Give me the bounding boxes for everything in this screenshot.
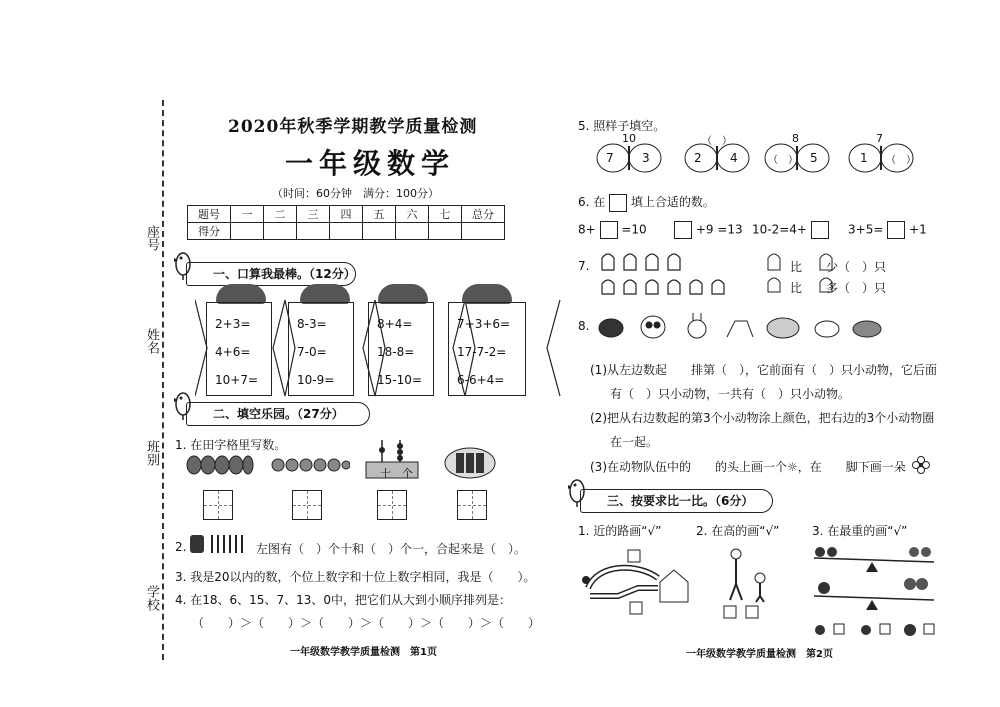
q8-number: 8.: [578, 319, 590, 333]
butterfly-top: 7: [876, 132, 883, 145]
answer-box[interactable]: [887, 221, 905, 239]
q7-line1: 比 少（ ）只: [790, 260, 887, 274]
q3-text: 3. 我是20以内的数，个位上数字和十位上数字相同，我是（ ）。: [175, 570, 536, 584]
side-label-class: 班别: [144, 440, 159, 466]
math-problem: 17-7-2=: [457, 345, 507, 359]
writing-grid-box[interactable]: [203, 490, 233, 520]
q8-line1: (1)从左边数起 排第（ ），它前面有（ ）只小动物，它后面: [590, 363, 938, 377]
cat-head-icon: [300, 284, 350, 304]
right-footer: 一年级数学教学质量检测 第2页: [686, 649, 833, 660]
s3-q2-text: 2. 在高的画“√”: [696, 524, 780, 538]
butterfly-top: （ ）: [702, 136, 732, 147]
s3-q1-text: 1. 近的路画“√”: [578, 524, 662, 538]
writing-grid-box[interactable]: [292, 490, 322, 520]
cat-head-icon: [462, 284, 512, 304]
section3-banner: 三、按要求比一比。（6分）: [580, 489, 773, 513]
math-card: [368, 302, 434, 396]
paths-house-icon: [578, 548, 690, 616]
flower-icon: [912, 456, 930, 474]
animal-queue-icon: [597, 313, 897, 341]
score-header-cell: 一: [231, 206, 264, 223]
bees-icon: [270, 452, 350, 478]
side-label-school: 学校: [144, 585, 159, 611]
section2-banner: 二、填空乐园。（27分）: [186, 402, 370, 426]
balance-scales-icon: [810, 544, 940, 638]
q4-blanks: （ ）＞（ ）＞（ ）＞（ ）＞（ ）＞（ ）: [192, 616, 541, 630]
q8-line5: (3)在动物队伍中的 的头上画一个☼，在 脚下画一朵: [590, 460, 906, 474]
exam-title: 2020年秋季学期教学质量检测: [228, 117, 478, 137]
side-label-seat: 座号: [144, 225, 159, 251]
math-problem: 18-8=: [377, 345, 415, 359]
butterfly-top: 10: [622, 132, 636, 145]
score-table: [187, 205, 505, 240]
score-header-cell: 六: [396, 206, 429, 223]
score-cell[interactable]: [264, 223, 297, 240]
butterfly: [684, 136, 750, 174]
cat-head-icon: [378, 284, 428, 304]
score-header-cell: 四: [330, 206, 363, 223]
answer-box[interactable]: [674, 221, 692, 239]
butterfly-left: 7: [606, 151, 614, 165]
q6-item: [752, 221, 829, 239]
q8-line3: (2)把从右边数起的第3个小动物涂上颜色，把右边的3个小动物圈: [590, 411, 935, 425]
score-cell[interactable]: [363, 223, 396, 240]
q6-instruction: [578, 193, 715, 212]
math-problem: 8+4=: [377, 317, 413, 331]
score-header-cell: 题号: [188, 206, 231, 223]
q6-item-pre: 3+5=: [848, 222, 884, 237]
math-problem: 8-3=: [297, 317, 327, 331]
abacus-labels: 十 个: [380, 467, 413, 480]
q5-text: 5. 照样子填空。: [578, 119, 666, 133]
score-header-cell: 二: [264, 206, 297, 223]
math-card: [206, 302, 272, 396]
binding-dashed-line: [162, 100, 164, 660]
butterfly-right: （ ）: [886, 155, 916, 166]
score-header-cell: 七: [429, 206, 462, 223]
score-header-cell: 三: [297, 206, 330, 223]
score-cell[interactable]: [462, 223, 505, 240]
score-cell[interactable]: [429, 223, 462, 240]
q7-line2: 比 多（ ）只: [790, 281, 887, 295]
cat-head-icon: [216, 284, 266, 304]
sticks-icon: [190, 533, 250, 555]
q4-text: 4. 在18、6、15、7、13、0中，把它们从大到小顺序排列是：: [175, 593, 511, 607]
answer-box-sample: [609, 194, 627, 212]
q8-line4: 在一起。: [610, 435, 659, 449]
butterfly-left: 2: [694, 151, 702, 165]
writing-grid-box[interactable]: [377, 490, 407, 520]
math-problem: 6-6+4=: [457, 373, 505, 387]
q1-text: 1. 在田字格里写数。: [175, 438, 287, 452]
score-cell[interactable]: [396, 223, 429, 240]
score-cell[interactable]: [231, 223, 264, 240]
butterfly-left: 1: [860, 151, 868, 165]
q6-item: [674, 221, 743, 239]
subject-title: 一年级数学: [285, 147, 456, 180]
q6-item: [578, 221, 647, 239]
butterfly-right: 3: [642, 151, 650, 165]
q8-line2: 有（ ）只小动物，一共有（ ）只小动物。: [610, 387, 851, 401]
butterfly-right: 4: [730, 151, 738, 165]
q6-item-pre: 8+: [578, 222, 596, 237]
s3-q3-text: 3. 在最重的画“√”: [812, 524, 908, 538]
rooster-duck-icon: [764, 252, 786, 298]
q6-item: [848, 221, 927, 239]
q2-number: 2.: [175, 540, 187, 554]
q6-pre: 6. 在: [578, 195, 606, 209]
butterfly-left: （ ）: [768, 155, 798, 166]
section1-banner: 一、口算我最棒。（12分）: [186, 262, 356, 286]
q7-number: 7.: [578, 259, 590, 273]
math-card: [448, 302, 526, 396]
butterfly-right: 5: [810, 151, 818, 165]
butterfly-top: 8: [792, 132, 799, 145]
math-problem: 10-9=: [297, 373, 335, 387]
roosters-ducks-icon: [598, 250, 748, 300]
math-problem: 15-10=: [377, 373, 422, 387]
frogs-icon: [186, 452, 254, 478]
sticks-bundle-icon: [444, 447, 496, 479]
side-label-name: 姓名: [144, 328, 159, 354]
score-header-cell: 总分: [462, 206, 505, 223]
butterfly: [848, 132, 916, 174]
q6-item-post: +1: [909, 222, 927, 237]
q6-post: 填上合适的数。: [630, 195, 715, 209]
butterfly: [764, 132, 830, 174]
left-footer: 一年级数学教学质量检测 第1页: [290, 647, 437, 658]
writing-grid-box[interactable]: [457, 490, 487, 520]
math-problem: 7-0=: [297, 345, 327, 359]
exam-info: （时间：60分钟 满分：100分）: [272, 187, 439, 200]
score-header-cell: 五: [363, 206, 396, 223]
math-problem: 4+6=: [215, 345, 251, 359]
math-problem: 7+3+6=: [457, 317, 511, 331]
math-problem: 10+7=: [215, 373, 259, 387]
answer-box[interactable]: [811, 221, 829, 239]
tall-short-icon: [722, 546, 774, 620]
math-problem: 2+3=: [215, 317, 251, 331]
q6-item-post: +9 =13: [695, 222, 743, 237]
butterfly: [596, 132, 662, 174]
q6-item-pre: 10-2=4+: [752, 222, 807, 237]
math-card: [288, 302, 354, 396]
score-row-label: 得分: [188, 223, 231, 240]
q2-text: 左图有（ ）个十和（ ）个一，合起来是（ ）。: [256, 542, 527, 556]
score-cell[interactable]: [330, 223, 363, 240]
answer-box[interactable]: [600, 221, 618, 239]
q6-item-post: =10: [621, 222, 647, 237]
score-cell[interactable]: [297, 223, 330, 240]
